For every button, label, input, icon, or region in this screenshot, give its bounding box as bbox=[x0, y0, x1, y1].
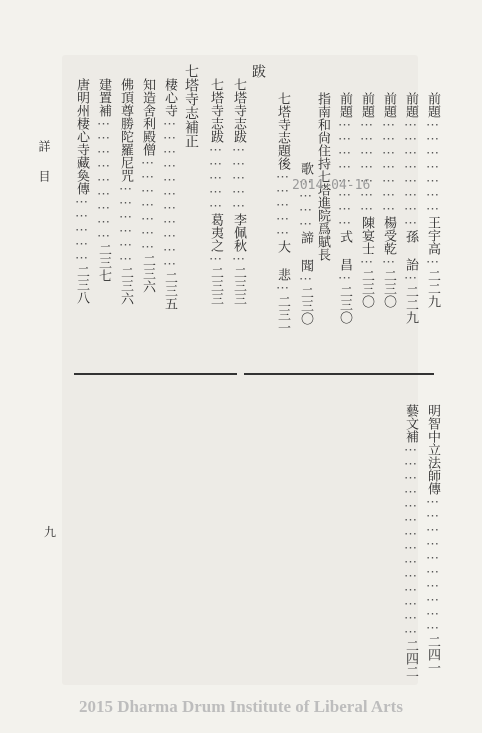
toc-entry bbox=[162, 78, 176, 310]
entry-author: 楊受乾 bbox=[381, 216, 396, 255]
divider-rule-left bbox=[74, 373, 237, 375]
entry-title: 前題 bbox=[425, 92, 440, 118]
entry-page: 二三〇 bbox=[337, 285, 352, 324]
entry-page: 二二九 bbox=[425, 269, 440, 308]
entry-author: 孫 詒 bbox=[403, 230, 418, 271]
leader-dots: ⋯ bbox=[403, 271, 418, 285]
entry-author: 大 悲 bbox=[275, 240, 290, 281]
toc-entry bbox=[96, 78, 110, 282]
entry-page: 二三三 bbox=[231, 266, 246, 305]
toc-entry bbox=[118, 78, 132, 305]
leader-dots: ⋯⋯⋯⋯⋯⋯⋯⋯ bbox=[403, 118, 418, 230]
entry-title: 前題 bbox=[381, 92, 396, 118]
leader-dots: ⋯ bbox=[298, 272, 313, 286]
leader-dots: ⋯⋯⋯⋯⋯⋯⋯⋯⋯⋯⋯⋯⋯⋯ bbox=[403, 443, 418, 639]
leader-dots: ⋯ bbox=[359, 255, 374, 269]
entry-author: 李佩秋 bbox=[231, 213, 246, 252]
toc-entry bbox=[231, 78, 245, 305]
toc-entry bbox=[403, 92, 417, 324]
leader-dots: ⋯ bbox=[337, 271, 352, 285]
leader-dots: ⋯⋯⋯⋯⋯⋯ bbox=[118, 182, 133, 266]
toc-entry bbox=[359, 92, 373, 308]
entry-page: 二三三 bbox=[208, 266, 223, 305]
entry-title: 知造舍利殿僧 bbox=[140, 78, 155, 156]
entry-page: 二三〇 bbox=[298, 286, 313, 325]
entry-title: 明智中立法師傳 bbox=[425, 404, 440, 495]
entry-page: 二三五 bbox=[162, 271, 177, 310]
entry-author: 葛夷之 bbox=[208, 213, 223, 252]
entry-author: 諦 聞 bbox=[298, 231, 313, 272]
toc-entry bbox=[140, 78, 154, 293]
entry-title: 七塔寺志跋 bbox=[231, 78, 246, 143]
divider-rule-right bbox=[244, 373, 434, 375]
footer-watermark: 2015 Dharma Drum Institute of Liberal Arts bbox=[79, 697, 403, 716]
leader-dots: ⋯⋯⋯⋯⋯⋯⋯⋯ bbox=[337, 118, 352, 230]
leader-dots: ⋯ bbox=[425, 255, 440, 269]
entry-title: 前題 bbox=[403, 92, 418, 118]
section-heading-supplement bbox=[184, 64, 198, 148]
entry-title: 藝文補 bbox=[403, 404, 418, 443]
entry-title: 指南和尙住持七塔進院爲賦長 bbox=[315, 92, 330, 261]
toc-entry bbox=[275, 92, 289, 334]
entry-page: 二三〇 bbox=[381, 269, 396, 308]
entry-title: 佛頂尊勝陀羅尼咒 bbox=[118, 78, 133, 182]
entry-title: 前題 bbox=[359, 92, 374, 118]
entry-author: 陳宴士 bbox=[359, 216, 374, 255]
leader-dots: ⋯⋯⋯⋯⋯⋯⋯⋯⋯ bbox=[96, 117, 111, 243]
leader-dots: ⋯ bbox=[275, 281, 290, 295]
toc-entry bbox=[381, 92, 395, 308]
entry-page: 二四一 bbox=[425, 635, 440, 674]
entry-title: 歌 bbox=[298, 162, 313, 175]
leader-dots: ⋯⋯⋯⋯⋯ bbox=[275, 170, 290, 240]
section-heading-postscript bbox=[251, 64, 265, 78]
leader-dots: ⋯ bbox=[231, 252, 246, 266]
heading-text: 跋 bbox=[250, 64, 266, 78]
leader-dots: ⋯⋯⋯⋯⋯⋯⋯ bbox=[381, 118, 396, 216]
entry-author: 式 昌 bbox=[337, 230, 352, 271]
entry-title: 七塔寺志跋 bbox=[208, 78, 223, 143]
leader-dots: ⋯ bbox=[208, 252, 223, 266]
entry-page: 二三〇 bbox=[359, 269, 374, 308]
entry-title: 前題 bbox=[337, 92, 352, 118]
entry-page: 二二九 bbox=[403, 285, 418, 324]
toc-entry bbox=[403, 404, 417, 678]
entry-title: 唐明州棲心寺藏奐傳 bbox=[74, 78, 89, 195]
entry-page: 二四二 bbox=[403, 639, 418, 678]
running-header: 詳目 bbox=[37, 140, 51, 200]
toc-entry bbox=[208, 78, 222, 305]
leader-dots: ⋯⋯⋯⋯⋯⋯⋯ bbox=[140, 156, 155, 254]
toc-entry bbox=[425, 404, 439, 674]
toc-entry bbox=[425, 92, 439, 308]
leader-dots: ⋯⋯⋯⋯⋯⋯⋯⋯⋯⋯ bbox=[425, 495, 440, 635]
leader-dots: ⋯⋯⋯⋯⋯⋯⋯ bbox=[359, 118, 374, 216]
leader-dots: ⋯⋯⋯⋯⋯⋯⋯ bbox=[425, 118, 440, 216]
heading-text: 七塔寺志補正 bbox=[183, 64, 199, 148]
leader-dots: ⋯⋯⋯⋯ bbox=[298, 175, 313, 231]
leader-dots: ⋯⋯⋯⋯⋯ bbox=[231, 143, 246, 213]
leader-dots: ⋯ bbox=[381, 255, 396, 269]
entry-title: 七塔寺志題後 bbox=[275, 92, 290, 170]
page-number: 九 bbox=[44, 525, 57, 539]
leader-dots: ⋯⋯⋯⋯⋯ bbox=[74, 195, 89, 265]
entry-page: 二三六 bbox=[118, 266, 133, 305]
toc-entry bbox=[315, 92, 329, 261]
entry-title: 棲心寺 bbox=[162, 78, 177, 117]
toc-entry bbox=[74, 78, 88, 304]
entry-author: 王宇高 bbox=[425, 216, 440, 255]
toc-entry bbox=[337, 92, 351, 324]
entry-page: 二三一 bbox=[275, 295, 290, 334]
entry-title: 建置補 bbox=[96, 78, 111, 117]
entry-page: 二三六 bbox=[140, 254, 155, 293]
entry-page: 二三八 bbox=[74, 265, 89, 304]
entry-page: 二三七 bbox=[96, 243, 111, 282]
leader-dots: ⋯⋯⋯⋯⋯ bbox=[208, 143, 223, 213]
date-stamp: 2014-04-16 bbox=[292, 178, 371, 193]
leader-dots: ⋯⋯⋯⋯⋯⋯⋯⋯⋯⋯⋯ bbox=[162, 117, 177, 271]
